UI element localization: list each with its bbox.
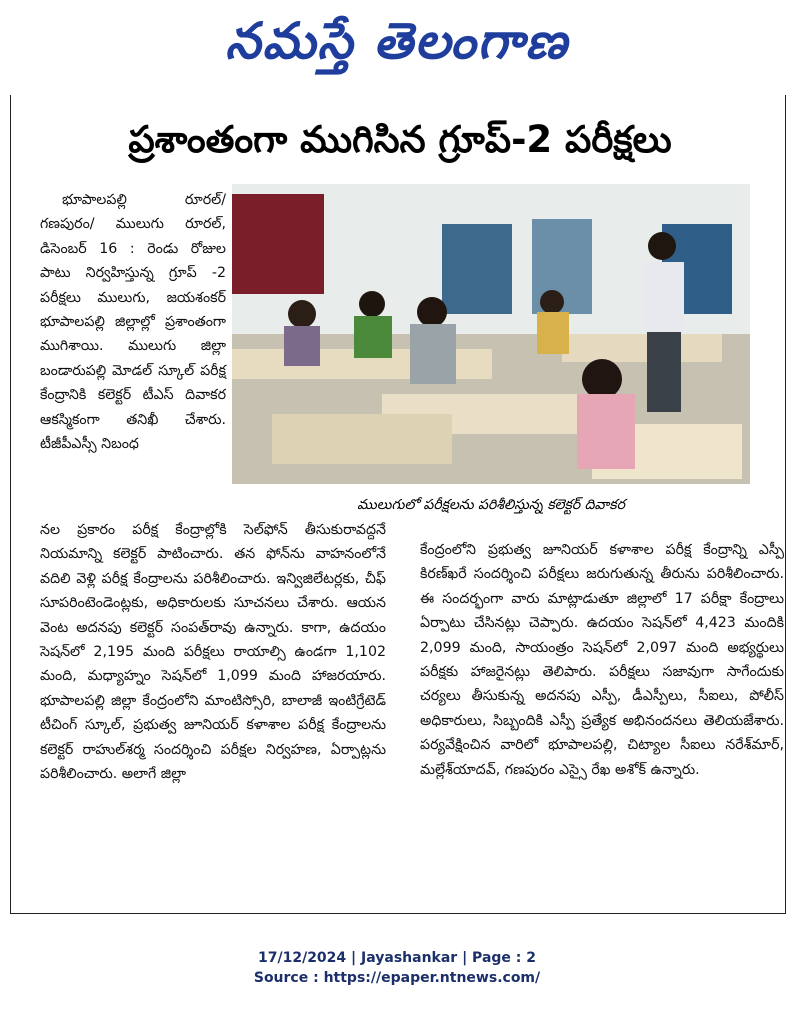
article-photo [232, 184, 750, 484]
article-text-left-top [40, 188, 226, 456]
article-text-right [420, 538, 784, 782]
footer [0, 948, 794, 988]
article-text-left-bottom [40, 518, 386, 786]
masthead-title: నమస్తే తెలంగాణ [225, 11, 569, 70]
article-paragraph-right: కేంద్రంలోని ప్రభుత్వ జూనియర్ కళాశాల పరీక్ష కేంద్రాన్ని ఎస్పీ కిరణ్‌ఖరే సందర్శించి పరీక్షలు జరుగుతున్న తీరును పరిశీలించారు. ఈ సందర్భంగా వారు మాట్లాడుతూ జిల్లాలో 17 పరీక్షా కేంద్రాలు ఏర్పాటు చేసినట్లు చెప్పారు. ఉదయం సెషన్‌లో 4,423 మందికి 2,099 మంది, సాయంత్రం సెషన్‌లో 2,097 మంది అభ్యర్థులు పరీక్షకు హాజరైనట్లు తెలిపారు. పరీక్షలు సజావుగా సాగేందుకు చర్యలు తీసుకున్న అదనపు ఎస్పీ, డీఎస్పీలు, సీఐలు, పోలీస్ అధికారులు, సిబ్బందికి ఎస్పీ ప్రత్యేక అభినందనలు తెలియజేశారు. పర్యవేక్షించిన వారిలో భూపాలపల్లి, చిట్యాల సీఐలు నరేశ్‌మార్, మల్లేశ్‌యాదవ్, గణపురం ఎస్సై రేఖ అశోక్ ఉన్నారు. [420, 542, 784, 778]
photo-caption: ములుగులో పరీక్షలను పరిశీలిస్తున్న కలెక్టర్ దివాకర [357, 497, 625, 513]
article-paragraph-intro: భూపాలపల్లి రూరల్/ గణపురం/ ములుగు రూరల్, డిసెంబర్ 16 : రెండు రోజుల పాటు నిర్వహిస్తున్న గ్రూప్ -2 పరీక్షలు ములుగు, జయశంకర్ భూపాలపల్లి జిల్లాల్లో ప్రశాంతంగా ముగిశాయి. ములుగు జిల్లా బండారుపల్లి మోడల్ స్కూల్ పరీక్ష కేంద్రానికి కలెక్టర్ టీఎస్ దివాకర ఆకస్మికంగా తనిఖీ చేశారు. టీజీపీఎస్సీ నిబంధ [40, 192, 226, 453]
exam-hall-photo [232, 184, 750, 484]
footer-date-edition: 17/12/2024 | Jayashankar | Page : 2 [258, 950, 536, 966]
article-headline: ప్రశాంతంగా ముగిసిన గ్రూప్-2 పరీక్షలు [128, 118, 672, 161]
footer-source-link[interactable]: Source : https://epaper.ntnews.com/ [253, 970, 541, 986]
article-paragraph-body: నల ప్రకారం పరీక్ష కేంద్రాల్లోకి సెల్‌ఫోన్ తీసుకురావద్దనే నియమాన్ని కలెక్టర్ పాటించారు. తన ఫోన్‌ను వాహనంలోనే వదిలి వెళ్లి పరీక్ష కేంద్రాలను పరిశీలించారు. ఇన్విజిలేటర్లకు, చీఫ్ సూపరింటెండెంట్లకు, అధికారులకు సూచనలు చేశారు. ఆయన వెంట అదనపు కలెక్టర్ సంపత్‌రావు ఉన్నారు. కాగా, ఉదయం సెషన్‌లో 2,195 మంది పరీక్షలు రాయాల్సి ఉండగా 1,102 మంది, మధ్యాహ్నం సెషన్‌లో 1,099 మంది హాజరయారు. భూపాలపల్లి జిల్లా కేంద్రంలోని మాంటిస్సోరి, బాలాజీ ఇంటిగ్రేటెడ్ టీచింగ్ స్కూల్, ప్రభుత్వ జూనియర్ కళాశాల పరీక్ష కేంద్రాలను కలెక్టర్ రాహుల్‌శర్మ సందర్శించి పరీక్షల నిర్వహణ, ఏర్పాట్లను పరిశీలించారు. అలాగే జిల్లా [40, 522, 386, 783]
